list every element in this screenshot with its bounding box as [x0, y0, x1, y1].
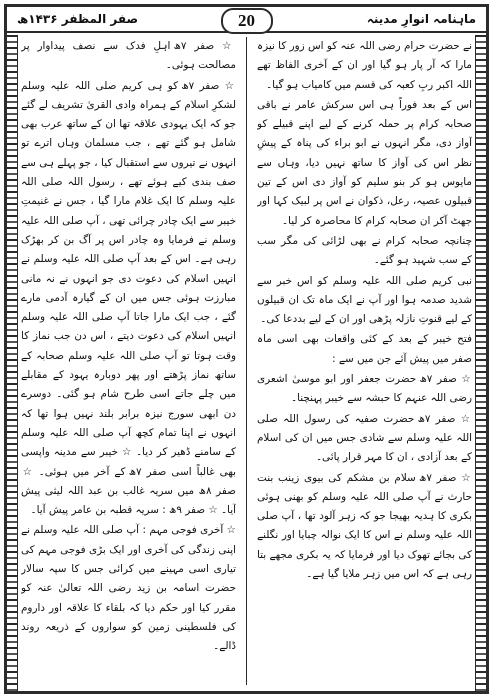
decorative-border-right	[475, 35, 486, 691]
page-number: 20	[221, 8, 273, 34]
paragraph: ☆ صفر ۷ھ حضرت صفیہ کی رسول اللہ صلی اللہ علیہ وسلم سے شادی جس میں ان کی اسلام کے بعد آزادی ، ان کا مہر قرار پائی۔	[257, 412, 472, 464]
paragraph: فتح خیبر کے بعد کے کئی واقعات بھی اسی ماہ صفر میں پیش آئے جن میں سے :	[257, 333, 472, 365]
paragraph: ☆ آخری فوجی مہم : آپ صلی اللہ علیہ وسلم نے اپنی زندگی کی آخری اور ایک بڑی فوجی مہم کی تیاری اسی مہینے میں کرائی جس کا سپہ سالار حضرت اسامہ بن زید رضی اللہ تعالیٰ عنہ کو مقرر کیا اور حکم دیا کہ بلقاء کا علاقہ اور داروم کی فلسطینی زمین کو سواروں کے ذریعہ روند ڈالے۔	[21, 524, 236, 653]
magazine-title: ماہنامہ انوارِ مدینہ	[366, 12, 476, 26]
paragraph: چنانچہ صحابہ کرام نے بھی لڑائی کی مگر سب کے سب شہید ہو گئے۔	[257, 234, 472, 267]
right-column	[257, 37, 472, 685]
paragraph: ☆ صفر ۷ھ سلام بن مشکم کی بیوی زینب بنت حارث نے آپ صلی اللہ علیہ وسلم کو بھنی ہوئی بکری کا ہدیہ بھیجا جو کہ زہر آلود تھا ، آپ صلی اللہ علیہ وسلم نے اس کا ایک نوالہ چبایا اور نگلنے کی بجائے تھوک دیا اور فرمایا کہ یہ بکری مجھے بتا رہی ہے کہ اس میں زہر ملایا گیا ہے۔	[257, 471, 472, 581]
paragraph: ☆ صفر ۷ھ کو ہی کریم صلی اللہ علیہ وسلم لشکرِ اسلام کے ہمراہ وادی القریٰ تشریف لے گئے جو کہ ایک یہودی علاقہ تھا ان کے ساتھ عرب بھی شامل ہو گئے تھے ، جب مسلمان وہاں اترے تو انہوں نے تیروں سے استقبال کیا ، جو پہلے ہی سے صف بندی کیے ہوئے تھے ، رسول اللہ صلی اللہ علیہ وسلم کا ایک غلام مارا گیا ، جس نے غنیمتِ خیبر سے ایک چادر چرائی تھی ، آپ صلی اللہ علیہ وسلم نے فرمایا وہ چادر اس پر آگ بن کر بھڑک رہی ہے۔ اس کے بعد آپ صلی اللہ علیہ وسلم نے انہیں اسلام کی دعوت دی جو انہوں نے نہ مانی مبارزت ہوئی جس میں ان کے گیارہ آدمی مارے گئے ، جب ایک مارا جاتا آپ صلی اللہ علیہ وسلم انہیں اسلام کی دعوت دیتے ، اس دن جب نماز کا وقت ہوتا تو آپ صلی اللہ علیہ وسلم صحابہ کے ساتھ نماز پڑھتے اور پھر دوبارہ یہود کے مقابلے میں چلے جاتے اسی طرح شام ہو گئی۔ دوسرے دن ابھی سورج نیزہ برابر بلند نہیں ہوا تھا کہ انہوں نے اپنا تمام کچھ آپ صلی اللہ علیہ وسلم کے سامنے ڈھیر کر دیا۔ ☆ خیبر سے مدینہ واپسی بھی غالباً اسی صفر ۷ھ کے آخر میں ہوئی۔ ☆ صفر ۸ھ میں سریہ غالب بن عبد اللہ لیثی پیش آیا۔ ☆ صفر ۹ھ : سریہ قطبہ بن عامر پیش آیا۔	[21, 79, 236, 517]
magazine-page	[4, 4, 489, 694]
paragraph: نبی کریم صلی اللہ علیہ وسلم کو اس خبر سے شدید صدمہ ہوا اور آپ نے ایک ماہ تک ان قبیلوں کے لیے قنوتِ نازلہ پڑھی اور ان کے لیے بددعا کی۔	[257, 274, 472, 326]
paragraph: نے حضرت حرام رضی اللہ عنہ کو اس زور کا نیزہ مارا کہ آر پار ہو گیا اور ان کے آخری الفاظ تھے اللہ اکبر ربِ کعبہ کی قسم میں کامیاب ہو گیا۔	[257, 40, 472, 91]
issue-date: صفر المظفر ۱۴۳۶ھ	[17, 12, 139, 26]
column-divider	[246, 37, 247, 685]
paragraph: ☆ صفر ۷ھ اہلِ فدک سے نصف پیداوار پر مصالحت ہوئی۔	[21, 40, 236, 72]
decorative-border-left	[7, 35, 18, 691]
paragraph: ☆ صفر ۷ھ حضرت جعفر اور ابو موسیٰ اشعری رضی اللہ عنہم کا حبشہ سے خیبر پہنچنا۔	[257, 373, 472, 405]
article-columns	[21, 37, 472, 685]
paragraph: اس کے بعد فوراً ہی اس سرکش عامر نے باقی صحابہ کرام پر حملہ کرنے کے لیے اپنے قبیلے کو آواز دی، مگر انہوں نے ابو براء کی پناہ کے پیشِ نظر اس کی آواز کا ساتھ نہیں دیا، وہاں سے مایوس ہو کر بنو سلیم کو آواز دی اس کے تین قبیلوں عصیہ، رعل، ذکوان نے اس پر لبیک کہا اور جھٹ آکر ان صحابہ کرام کا محاصرہ کر لیا۔	[257, 98, 472, 227]
left-column	[21, 37, 236, 685]
